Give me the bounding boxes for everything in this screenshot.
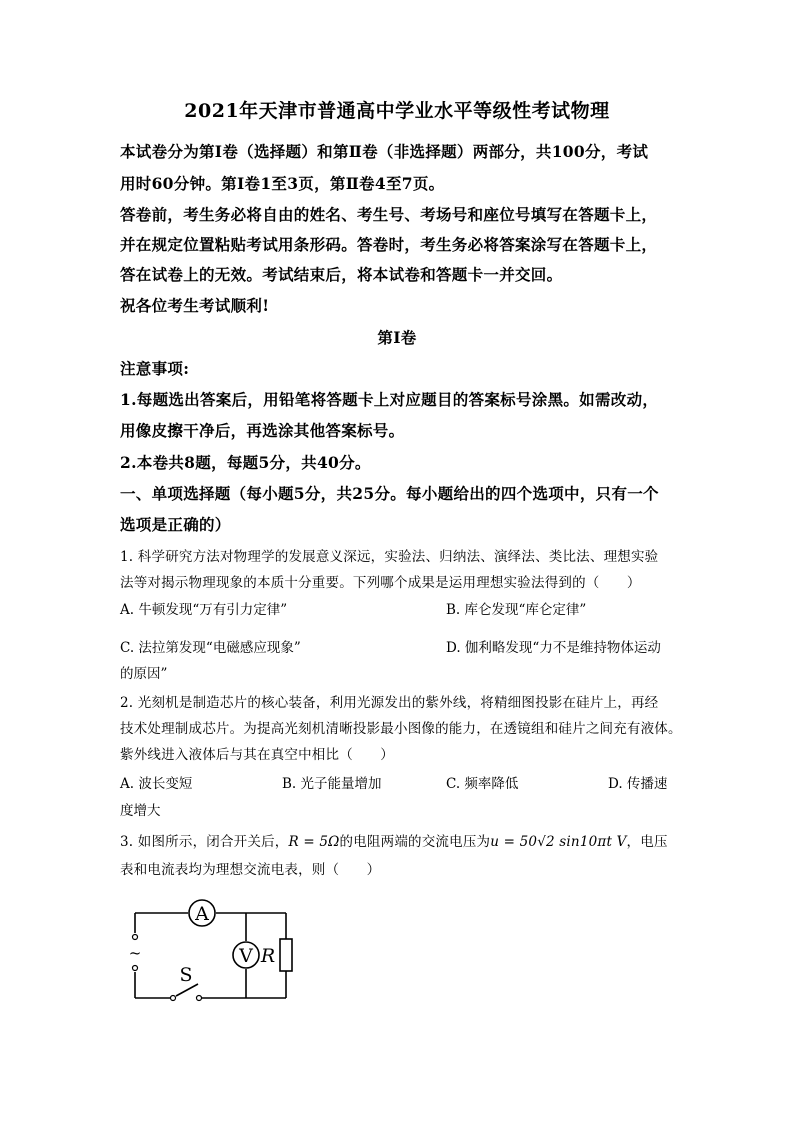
resistor-symbol xyxy=(280,939,292,971)
q3-stem-text-a: 3. 如图所示，闭合开关后， xyxy=(120,834,289,850)
q3-stem-text-c: ，电压 xyxy=(626,834,668,850)
section-title-line-2: 选项是正确的） xyxy=(120,515,231,534)
q2-stem-line-2: 技术处理制成芯片。为提高光刻机清晰投影最小图像的能力，在透镜组和硅片之间充有液体。 xyxy=(120,721,682,737)
exam-title: 2021年天津市普通高中学业水平等级性考试物理 xyxy=(184,100,610,122)
switch-label: S xyxy=(179,964,193,986)
note-1-line-1: 1.每题选出答案后，用铅笔将答题卡上对应题目的答案标号涂黑。如需改动， xyxy=(120,390,659,409)
ammeter-label: A xyxy=(195,903,209,925)
q2-option-c: C. 频率降低 xyxy=(446,776,519,792)
q2-stem-line-3: 紫外线进入液体后与其在真空中相比（ ） xyxy=(120,747,394,763)
note-1-line-2: 用像皮擦干净后，再选涂其他答案标号。 xyxy=(120,421,405,440)
switch-contact-right xyxy=(197,996,202,1001)
q2-stem-line-1: 2. 光刻机是制造芯片的核心装备，利用光源发出的紫外线，将精细图投影在硅片上，再经 xyxy=(120,695,659,711)
q3-stem-line-1 xyxy=(120,830,668,850)
ac-source-symbol: ~ xyxy=(128,944,142,962)
q3-stem-line-2: 表和电流表均为理想交流电表，则（ ） xyxy=(120,862,381,878)
source-terminal-bottom xyxy=(133,966,138,971)
voltmeter-label: V xyxy=(239,945,253,967)
intro-line-3: 答卷前，考生务必将自由的姓名、考生号、考场号和座位号填写在答题卡上， xyxy=(120,205,658,224)
q3-stem-text-b: 的电阻两端的交流电压为 xyxy=(339,834,491,850)
source-terminal-top xyxy=(133,935,138,940)
q1-option-d-line-2: 的原因” xyxy=(120,666,168,682)
q2-option-d-line-1: D. 传播速 xyxy=(608,776,668,792)
intro-line-4: 并在规定位置粘贴考试用条形码。答卷时，考生务必将答案涂写在答题卡上， xyxy=(120,235,658,254)
q3-voltage-formula: u = 50√2 sin10πt V xyxy=(490,834,627,850)
resistor-label: R xyxy=(260,945,276,967)
q1-option-a: A. 牛顿发现“万有引力定律” xyxy=(120,602,288,618)
intro-line-5: 答在试卷上的无效。考试结束后，将本试卷和答题卡一并交回。 xyxy=(120,265,563,284)
switch-contact-left xyxy=(171,996,176,1001)
q1-stem-line-1: 1. 科学研究方法对物理学的发展意义深远，实验法、归纳法、演绎法、类比法、理想实验 xyxy=(120,549,659,565)
intro-line-2: 用时60分钟。第Ⅰ卷1至3页，第Ⅱ卷4至7页。 xyxy=(120,174,445,193)
intro-line-6: 祝各位考生考试顺利! xyxy=(120,296,270,315)
intro-line-1: 本试卷分为第Ⅰ卷（选择题）和第Ⅱ卷（非选择题）两部分，共100分，考试 xyxy=(120,142,649,161)
q1-option-c: C. 法拉第发现“电磁感应现象” xyxy=(120,640,301,656)
notes-title: 注意事项: xyxy=(120,359,190,378)
q1-option-d-line-1: D. 伽利略发现“力不是维持物体运动 xyxy=(446,640,661,656)
section-title-line-1: 一、单项选择题（每小题5分，共25分。每小题给出的四个选项中，只有一个 xyxy=(120,484,659,503)
part-title: 第Ⅰ卷 xyxy=(377,328,417,347)
q2-option-a: A. 波长变短 xyxy=(120,776,193,792)
note-2: 2.本卷共8题，每题5分，共40分。 xyxy=(120,453,371,472)
q1-option-b: B. 库仑发现“库仑定律” xyxy=(446,602,587,618)
q1-stem-line-2: 法等对揭示物理现象的本质十分重要。下列哪个成果是运用理想实验法得到的（ ） xyxy=(120,575,641,591)
q2-option-d-line-2: 度增大 xyxy=(120,803,161,819)
q2-option-b: B. 光子能量增加 xyxy=(282,776,382,792)
q3-resistance-formula: R = 5Ω xyxy=(288,834,340,850)
circuit-diagram xyxy=(120,895,310,1010)
